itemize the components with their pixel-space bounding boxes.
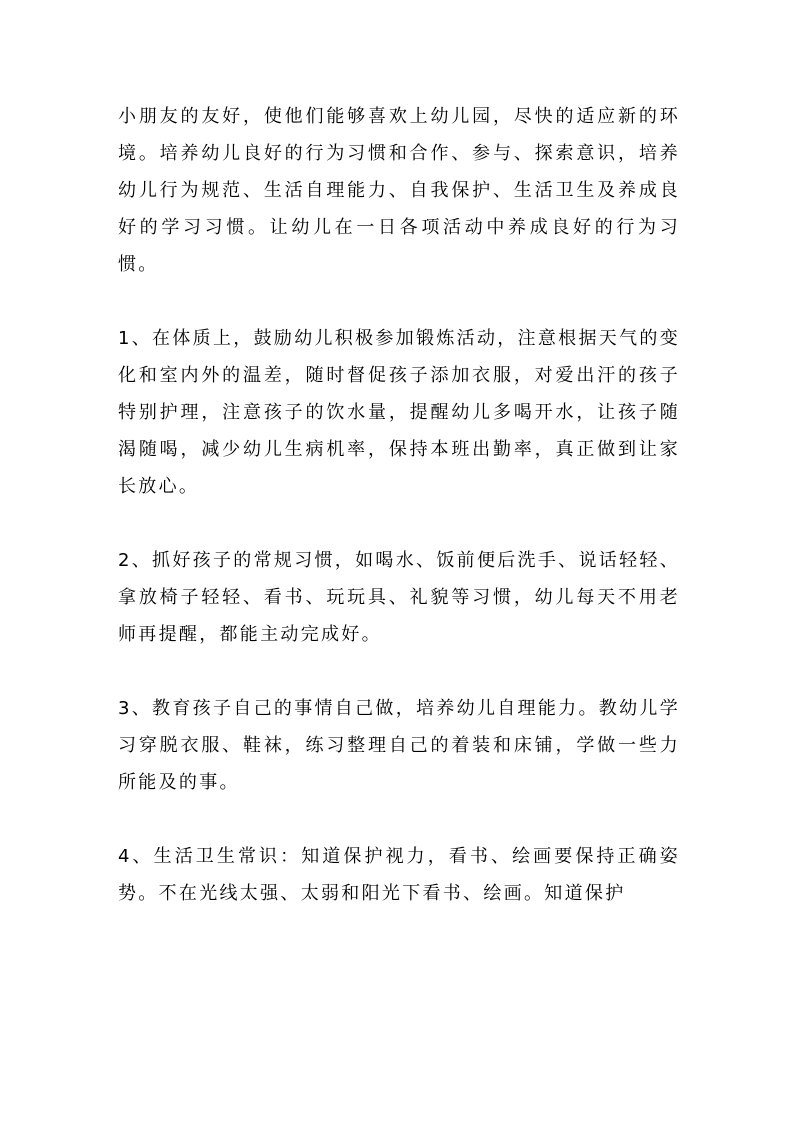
paragraph-item-1: 1、在体质上，鼓励幼儿积极参加锻炼活动，注意根据天气的变化和室内外的温差，随时督促孩子添加衣服，对爱出汗的孩子特别护理，注意孩子的饮水量，提醒幼儿多喝开水，让孩子随渴随喝，减少幼儿生病机率，保持本班出勤率，真正做到让家长放心。 <box>118 328 680 497</box>
paragraph-intro: 小朋友的友好，使他们能够喜欢上幼儿园，尽快的适应新的环境。培养幼儿良好的行为习惯和合作、参与、探索意识，培养幼儿行为规范、生活自理能力、自我保护、生活卫生及养成良好的学习习惯。让幼儿在一日各项活动中养成良好的行为习惯。 <box>118 106 680 275</box>
paragraph-item-4: 4、生活卫生常识：知道保护视力，看书、绘画要保持正确姿势。不在光线太强、太弱和阳光下看书、绘画。知道保护 <box>118 846 680 904</box>
document-body <box>118 98 680 912</box>
paragraph-item-2: 2、抓好孩子的常规习惯，如喝水、饭前便后洗手、说话轻轻、拿放椅子轻轻、看书、玩玩具、礼貌等习惯，幼儿每天不用老师再提醒，都能主动完成好。 <box>118 550 680 645</box>
paragraph-item-3: 3、教育孩子自己的事情自己做，培养幼儿自理能力。教幼儿学习穿脱衣服、鞋袜，练习整理自己的着装和床铺，学做一些力所能及的事。 <box>118 698 680 793</box>
